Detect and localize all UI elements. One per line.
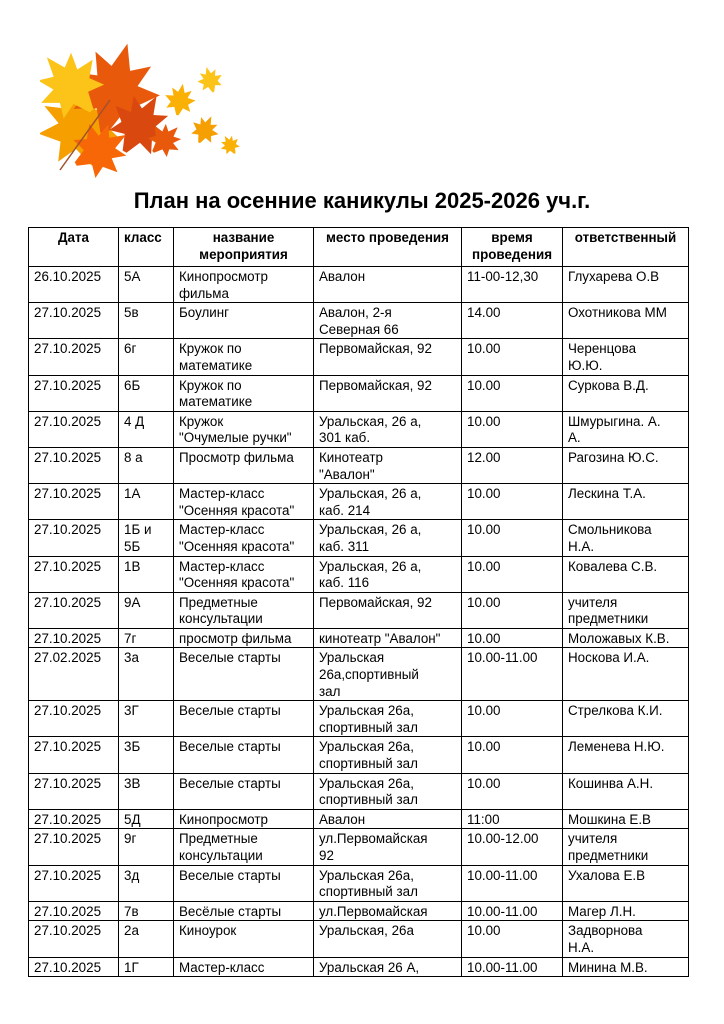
class-cell: 3Г (119, 701, 174, 737)
table-row (29, 592, 689, 628)
event-cell: Веселые старты (174, 865, 314, 901)
date-cell: 27.10.2025 (29, 556, 119, 592)
table-row (29, 809, 689, 829)
date-cell: 26.10.2025 (29, 267, 119, 303)
date-cell: 27.10.2025 (29, 339, 119, 375)
time-cell: 10.00 (462, 921, 563, 957)
responsible-cell: Леменева Н.Ю. (563, 737, 689, 773)
place-cell: кинотеатр "Авалон" (314, 628, 462, 648)
event-cell: Кружок по математике (174, 339, 314, 375)
responsible-cell: Лескина Т.А. (563, 484, 689, 520)
time-cell: 10.00 (462, 375, 563, 411)
table-header-row (29, 228, 689, 267)
class-cell: 1Б и 5Б (119, 520, 174, 556)
time-cell: 10.00-11.00 (462, 957, 563, 977)
date-cell: 27.10.2025 (29, 809, 119, 829)
date-cell: 27.10.2025 (29, 520, 119, 556)
time-cell: 10.00 (462, 484, 563, 520)
class-cell: 5Д (119, 809, 174, 829)
responsible-cell: Глухарева О.В (563, 267, 689, 303)
time-cell: 10.00 (462, 628, 563, 648)
responsible-cell: Ухалова Е.В (563, 865, 689, 901)
responsible-cell: учителя предметники (563, 829, 689, 865)
event-cell: Мастер-класс "Осенняя красота" (174, 556, 314, 592)
class-cell: 1А (119, 484, 174, 520)
event-cell: Предметные консультации (174, 829, 314, 865)
time-cell: 14.00 (462, 303, 563, 339)
table-row (29, 829, 689, 865)
class-cell: 2а (119, 921, 174, 957)
place-cell: Первомайская, 92 (314, 339, 462, 375)
place-cell: ул.Первомайская 92 (314, 829, 462, 865)
class-cell: 9г (119, 829, 174, 865)
event-cell: Предметные консультации (174, 592, 314, 628)
place-cell: Уральская 26а, спортивный зал (314, 773, 462, 809)
header-time: время проведения (462, 228, 563, 267)
time-cell: 10.00-12.00 (462, 829, 563, 865)
date-cell: 27.10.2025 (29, 773, 119, 809)
responsible-cell: Черенцова Ю.Ю. (563, 339, 689, 375)
page-title: План на осенние каникулы 2025-2026 уч.г. (133, 188, 591, 213)
class-cell: 7в (119, 901, 174, 921)
table-row (29, 865, 689, 901)
place-cell: Авалон, 2-я Северная 66 (314, 303, 462, 339)
table-row (29, 921, 689, 957)
time-cell: 10.00 (462, 339, 563, 375)
date-cell: 27.10.2025 (29, 865, 119, 901)
responsible-cell: Магер Л.Н. (563, 901, 689, 921)
time-cell: 10.00 (462, 773, 563, 809)
place-cell: Авалон (314, 267, 462, 303)
event-cell: Кружок по математике (174, 375, 314, 411)
autumn-leaves-icon (40, 30, 260, 180)
header-class: класс (119, 228, 174, 267)
place-cell: Уральская, 26 а, каб. 214 (314, 484, 462, 520)
place-cell: Уральская 26а,спортивный зал (314, 648, 462, 701)
event-cell: Кинопросмотр фильма (174, 267, 314, 303)
event-cell: Киноурок (174, 921, 314, 957)
time-cell: 12.00 (462, 447, 563, 483)
table-row (29, 901, 689, 921)
time-cell: 10.00 (462, 701, 563, 737)
table-row (29, 773, 689, 809)
event-cell: Мастер-класс (174, 957, 314, 977)
place-cell: Уральская, 26 а, 301 каб. (314, 411, 462, 447)
class-cell: 5А (119, 267, 174, 303)
header-responsible: ответственный (563, 228, 689, 267)
table-row (29, 375, 689, 411)
header-place: место проведения (314, 228, 462, 267)
table-row (29, 520, 689, 556)
class-cell: 9А (119, 592, 174, 628)
table-row (29, 957, 689, 977)
place-cell: Уральская 26а, спортивный зал (314, 701, 462, 737)
date-cell: 27.10.2025 (29, 829, 119, 865)
responsible-cell: Задворнова Н.А. (563, 921, 689, 957)
class-cell: 3В (119, 773, 174, 809)
class-cell: 5в (119, 303, 174, 339)
table-row (29, 267, 689, 303)
table-row (29, 447, 689, 483)
table-row (29, 648, 689, 701)
event-cell: Веселые старты (174, 701, 314, 737)
place-cell: Авалон (314, 809, 462, 829)
responsible-cell: Моложавых К.В. (563, 628, 689, 648)
table-row (29, 411, 689, 447)
responsible-cell: Рагозина Ю.С. (563, 447, 689, 483)
event-cell: Весёлые старты (174, 901, 314, 921)
table-row (29, 628, 689, 648)
class-cell: 6г (119, 339, 174, 375)
place-cell: Уральская, 26 а, каб. 311 (314, 520, 462, 556)
events-table (28, 227, 689, 977)
table-row (29, 339, 689, 375)
date-cell: 27.10.2025 (29, 957, 119, 977)
time-cell: 10.00 (462, 411, 563, 447)
event-cell: Кружок "Очумелые ручки" (174, 411, 314, 447)
place-cell: Уральская, 26а (314, 921, 462, 957)
responsible-cell: Ковалева С.В. (563, 556, 689, 592)
responsible-cell: Шмурыгина. А. А. (563, 411, 689, 447)
time-cell: 11-00-12,30 (462, 267, 563, 303)
responsible-cell: Смольникова Н.А. (563, 520, 689, 556)
event-cell: Мастер-класс "Осенняя красота" (174, 484, 314, 520)
class-cell: 1Г (119, 957, 174, 977)
table-row (29, 556, 689, 592)
class-cell: 6Б (119, 375, 174, 411)
event-cell: Мастер-класс "Осенняя красота" (174, 520, 314, 556)
responsible-cell: Суркова В.Д. (563, 375, 689, 411)
event-cell: Веселые старты (174, 648, 314, 701)
responsible-cell: Охотникова ММ (563, 303, 689, 339)
class-cell: 7г (119, 628, 174, 648)
table-row (29, 484, 689, 520)
header-date: Дата (29, 228, 119, 267)
responsible-cell: учителя предметники (563, 592, 689, 628)
event-cell: Просмотр фильма (174, 447, 314, 483)
class-cell: 3а (119, 648, 174, 701)
class-cell: 3д (119, 865, 174, 901)
class-cell: 8 а (119, 447, 174, 483)
event-cell: Веселые старты (174, 773, 314, 809)
place-cell: Уральская 26 А, (314, 957, 462, 977)
date-cell: 27.10.2025 (29, 447, 119, 483)
place-cell: Уральская 26а, спортивный зал (314, 737, 462, 773)
header-event: название мероприятия (174, 228, 314, 267)
class-cell: 3Б (119, 737, 174, 773)
date-cell: 27.10.2025 (29, 303, 119, 339)
time-cell: 10.00 (462, 556, 563, 592)
time-cell: 11:00 (462, 809, 563, 829)
place-cell: Уральская, 26 а, каб. 116 (314, 556, 462, 592)
table-row (29, 701, 689, 737)
event-cell: просмотр фильма (174, 628, 314, 648)
responsible-cell: Минина М.В. (563, 957, 689, 977)
date-cell: 27.10.2025 (29, 375, 119, 411)
responsible-cell: Стрелкова К.И. (563, 701, 689, 737)
responsible-cell: Кошинва А.Н. (563, 773, 689, 809)
time-cell: 10.00-11.00 (462, 901, 563, 921)
time-cell: 10.00 (462, 592, 563, 628)
date-cell: 27.10.2025 (29, 484, 119, 520)
date-cell: 27.10.2025 (29, 901, 119, 921)
time-cell: 10.00-11.00 (462, 648, 563, 701)
responsible-cell: Мошкина Е.В (563, 809, 689, 829)
date-cell: 27.10.2025 (29, 411, 119, 447)
class-cell: 4 Д (119, 411, 174, 447)
event-cell: Кинопросмотр (174, 809, 314, 829)
time-cell: 10.00-11.00 (462, 865, 563, 901)
table-row (29, 737, 689, 773)
class-cell: 1В (119, 556, 174, 592)
table-row (29, 303, 689, 339)
place-cell: Кинотеатр "Авалон" (314, 447, 462, 483)
date-cell: 27.10.2025 (29, 737, 119, 773)
place-cell: Уральская 26а, спортивный зал (314, 865, 462, 901)
event-cell: Боулинг (174, 303, 314, 339)
place-cell: Первомайская, 92 (314, 375, 462, 411)
date-cell: 27.10.2025 (29, 592, 119, 628)
date-cell: 27.10.2025 (29, 921, 119, 957)
responsible-cell: Носкова И.А. (563, 648, 689, 701)
date-cell: 27.02.2025 (29, 648, 119, 701)
time-cell: 10.00 (462, 520, 563, 556)
time-cell: 10.00 (462, 737, 563, 773)
date-cell: 27.10.2025 (29, 701, 119, 737)
event-cell: Веселые старты (174, 737, 314, 773)
place-cell: ул.Первомайская (314, 901, 462, 921)
date-cell: 27.10.2025 (29, 628, 119, 648)
place-cell: Первомайская, 92 (314, 592, 462, 628)
